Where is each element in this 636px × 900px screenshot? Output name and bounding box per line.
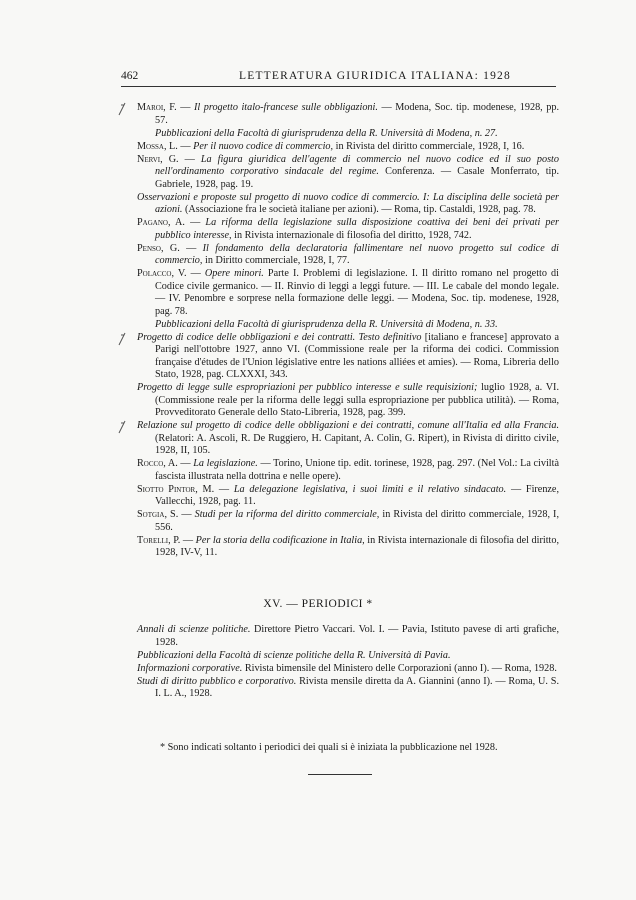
entry-details: in Rivista internazionale di filosofia del diritto, 1928, 742. bbox=[231, 229, 472, 241]
pencil-mark-icon bbox=[115, 332, 129, 346]
bibliography-entry bbox=[137, 420, 559, 458]
periodicals-list bbox=[137, 624, 559, 701]
entry-author: Sotgia, S. bbox=[137, 509, 179, 520]
bibliography-entry: Sotgia, S. — Studi per la riforma del diritto commerciale, in Rivista del diritto commerciale, 1928, I, 556. bbox=[137, 509, 559, 533]
bibliography-entry: Siotto Pintor, M. — La delegazione legislativa, i suoi limiti e il relativo sindacato. — Firenze, Vallecchi, 1928, pag. 11. bbox=[137, 483, 560, 507]
entry-title: Relazione sul progetto di codice delle obbligazioni e dei contratti, comune all'Italia ed alla Francia. bbox=[137, 420, 559, 431]
series-note-text: Pubblicazioni della Facoltà di giurisprudenza della R. Università di Modena, n. 27. bbox=[155, 127, 498, 139]
entry-title: Il fondamento della declaratoria fallimentare nel nuovo progetto sul codice di commercio, bbox=[155, 242, 559, 266]
bibliography-entry: Pagano, A. — La riforma della legislazione sulla disposizione coattiva dei beni dei privati per pubblico interesse, in Rivista internazionale di filosofia del diritto, 1928, 742. bbox=[137, 217, 559, 241]
entry-author: Torelli, P. bbox=[137, 534, 181, 546]
entry-author: Rocco, A. bbox=[137, 458, 178, 469]
entry-details: — Modena, Soc. tip. modenese, 1928, pp. 57. bbox=[155, 102, 559, 126]
entry-title: Per il nuovo codice di commercio, bbox=[193, 140, 334, 152]
entry-details: — Torino, Unione tip. edit. torinese, 1928, pag. 297. (Nel Vol.: La civiltà fascista illustrata nella dottrina e nelle opere). bbox=[155, 458, 559, 482]
entry-title: Per la storia della codificazione in Italia, bbox=[195, 534, 365, 546]
bibliography-entry: Rocco, A. — La legislazione. — Torino, Unione tip. edit. torinese, 1928, pag. 297. (Nel Vol.: La civiltà fascista illustrata nella dottrina e nelle opere). bbox=[137, 458, 559, 482]
bibliography-entry: Nervi, G. — La figura giuridica dell'agente di commercio nel nuovo codice ed il suo posto nell'ordinamento corporativo sindacale del regime. Conferenza. — Casale Monferrato, tip. Gabriele, 1928, pag. 19. bbox=[137, 153, 560, 190]
bibliography-entry: Torelli, P. — Per la storia della codificazione in Italia, in Rivista internazionale di filosofia del diritto, 1928, IV-V, 11. bbox=[137, 534, 559, 558]
entry-series-note bbox=[137, 128, 559, 141]
entry-author: Polacco, V. bbox=[137, 268, 187, 279]
entry-author: Pagano, A. bbox=[137, 217, 185, 228]
entry-details: in Rivista internazionale di filosofia del diritto, 1928, IV-V, 11. bbox=[155, 534, 559, 558]
bibliography-list bbox=[137, 102, 559, 560]
entry-details: (Relatori: A. Ascoli, R. De Ruggiero, H. Capitant, A. Colin, G. Ripert), in Rivista di diritto civile, 1928, II, 105. bbox=[155, 432, 559, 456]
running-header bbox=[121, 70, 556, 84]
periodical-title: Studi di diritto pubblico e corporativo. bbox=[137, 675, 297, 687]
bibliography-entry bbox=[137, 192, 559, 217]
bibliography-entry: Penso, G. — Il fondamento della declaratoria fallimentare nel nuovo progetto sul codice di commercio, in Diritto commerciale, 1928, I, 77. bbox=[137, 242, 559, 266]
entry-author: Mossa, L. bbox=[137, 140, 178, 152]
periodical-title: Annali di scienze politiche. bbox=[137, 624, 251, 635]
periodical-entry bbox=[137, 650, 559, 663]
periodical-entry bbox=[137, 676, 559, 701]
bibliography-entry: Polacco, V. — Opere minori. Parte I. Problemi di legislazione. I. Il diritto romano nel progetto di Codice civile germanico. — II. Rinvio di leggi a leggi future. — III. Le cabale del mondo legale. — IV. Penombre e sorprese nella formazione delle leggi. — Modena, Soc. tip. modenese, 1928, pag. 78. bbox=[137, 268, 559, 317]
bibliography-entry: Maroi, F. — Il progetto italo-francese sulle obbligazioni. — Modena, Soc. tip. modenese, 1928, pp. 57. bbox=[137, 102, 559, 127]
running-title: LETTERATURA GIURIDICA ITALIANA: 1928 bbox=[239, 70, 511, 82]
entry-title: Studi per la riforma del diritto commerciale, bbox=[194, 509, 380, 520]
bibliography-entry bbox=[137, 382, 559, 420]
entry-details: Conferenza. — Casale Monferrato, tip. Gabriele, 1928, pag. 19. bbox=[155, 166, 560, 190]
entry-title: La legislazione. bbox=[193, 458, 258, 469]
pencil-mark-icon bbox=[115, 102, 129, 116]
section-title: XV. — PERIODICI * bbox=[263, 598, 373, 610]
entry-details: [italiano e francese] approvato a Parigi nell'ottobre 1927, anno VI. (Commissione reale per la riforma dei codici. Commission française d'études de l'Union législative entre les nations alliées et amies). — Roma, Libreria dello Stato, 1928, pag. CLXXXI, 343. bbox=[155, 331, 560, 380]
pencil-mark-icon bbox=[115, 420, 129, 434]
periodical-details: Rivista mensile diretta da A. Giannini (anno I). — Roma, U. S. I. L. A., 1928. bbox=[155, 675, 559, 699]
header-rule bbox=[121, 86, 556, 87]
series-note-text: Pubblicazioni della Facoltà di giurisprudenza della R. Università di Modena, n. 33. bbox=[155, 318, 498, 330]
entry-author: Siotto Pintor, M. bbox=[137, 483, 215, 495]
entry-author: Penso, G. bbox=[137, 242, 180, 254]
entry-series-note bbox=[137, 319, 559, 332]
periodical-details: Direttore Pietro Vaccari. Vol. I. — Pavia, Istituto pavese di arti grafiche, 1928. bbox=[155, 624, 560, 648]
bibliography-entry bbox=[137, 332, 559, 382]
entry-details: in Rivista del diritto commerciale, 1928, I, 16. bbox=[333, 140, 525, 152]
entry-details: Parte I. Problemi di legislazione. I. Il diritto romano nel progetto di Codice civile germanico. — II. Rinvio di leggi a leggi future. — III. Le cabale del mondo legale. — IV. Penombre e sorprese nella formazione delle leggi. — Modena, Soc. tip. modenese, 1928, pag. 78. bbox=[155, 268, 559, 317]
entry-title: Progetto di codice delle obbligazioni e dei contratti. Testo definitivo bbox=[137, 331, 422, 343]
entry-details: in Rivista del diritto commerciale, 1928, I, 556. bbox=[155, 509, 559, 533]
footnote: * Sono indicati soltanto i periodici dei quali si è iniziata la pubblicazione nel 1928. bbox=[160, 742, 498, 753]
entry-title: Osservazioni e proposte sul progetto di nuovo codice di commercio. I: La disciplina delle società per azioni. bbox=[137, 191, 559, 215]
entry-author: Nervi, G. bbox=[137, 153, 179, 165]
page-number: 462 bbox=[121, 70, 139, 82]
entry-title: La riforma della legislazione sulla disposizione coattiva dei beni dei privati per pubblico interesse, bbox=[155, 217, 559, 241]
entry-author: Maroi, F. bbox=[137, 102, 177, 113]
entry-details: in Diritto commerciale, 1928, I, 77. bbox=[202, 255, 350, 266]
entry-details: (Associazione fra le società italiane per azioni). — Roma, tip. Castaldi, 1928, pag. 78. bbox=[182, 204, 536, 215]
periodical-title: Pubblicazioni della Facoltà di scienze politiche della R. Università di Pavia. bbox=[137, 649, 451, 661]
closing-rule bbox=[308, 774, 372, 775]
periodical-entry bbox=[137, 624, 559, 649]
entry-title: Il progetto italo-francese sulle obbligazioni. bbox=[193, 102, 378, 113]
periodical-title: Informazioni corporative. bbox=[137, 662, 243, 674]
entry-title: La delegazione legislativa, i suoi limiti e il relativo sindacato. bbox=[233, 483, 507, 495]
entry-details: — Firenze, Vallecchi, 1928, pag. 11. bbox=[155, 483, 560, 507]
entry-title: La figura giuridica dell'agente di commercio nel nuovo codice ed il suo posto nell'ordinamento corporativo sindacale del regime. bbox=[155, 153, 559, 177]
bibliography-entry: Mossa, L. — Per il nuovo codice di commercio, in Rivista del diritto commerciale, 1928, I, 16. bbox=[137, 140, 525, 152]
entry-title: Progetto di legge sulle espropriazioni per pubblico interesse e sulle requisizioni; bbox=[137, 382, 478, 393]
entry-title: Opere minori. bbox=[204, 268, 264, 279]
entry-details: luglio 1928, a. VI. (Commissione reale per la riforma delle leggi sulla espropriazione per pubblica utilità). — Roma, Provveditorato Generale dello Stato-Libreria, 1928, pag. 399. bbox=[155, 382, 559, 418]
periodical-entry bbox=[137, 663, 559, 676]
periodical-details: Rivista bimensile del Ministero delle Corporazioni (anno I). — Roma, 1928. bbox=[242, 662, 557, 674]
